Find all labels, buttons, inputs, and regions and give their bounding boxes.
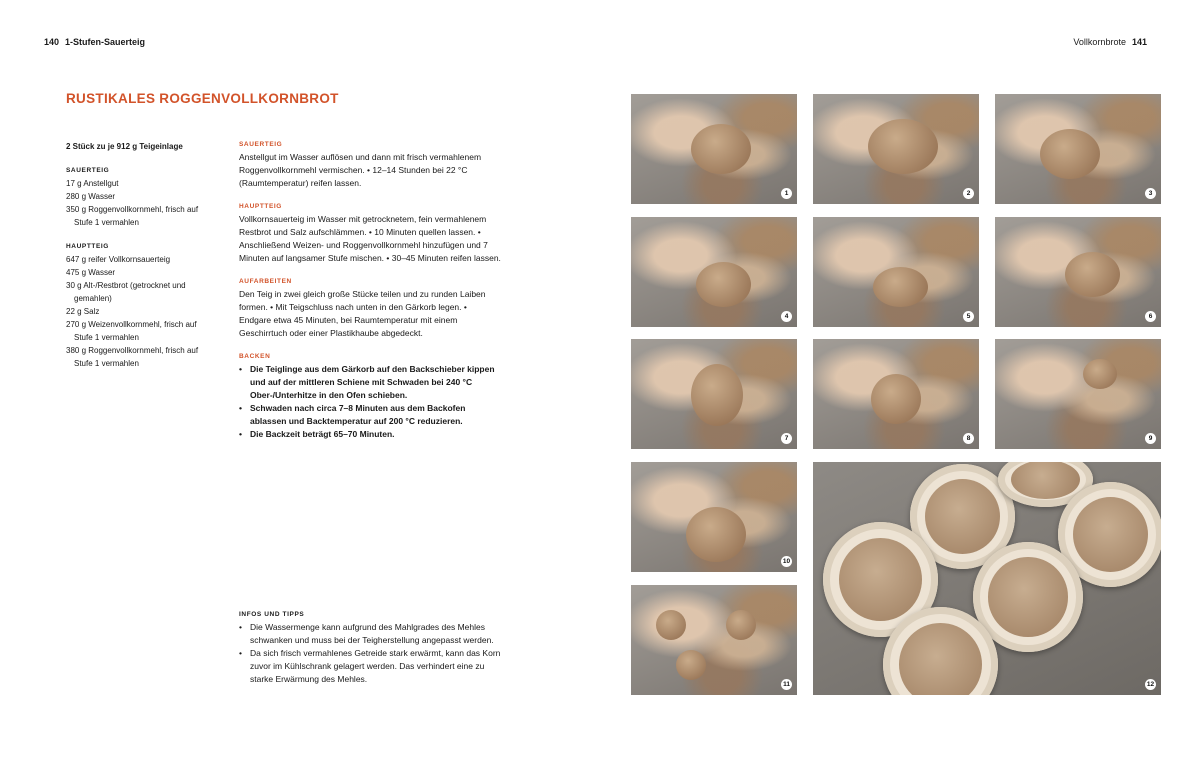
ingredient-item: 17 g Anstellgut bbox=[66, 179, 119, 188]
ingredient-item: 22 g Salz bbox=[66, 307, 100, 316]
recipe-title: RUSTIKALES ROGGENVOLLKORNBROT bbox=[66, 91, 339, 106]
left-chapter-label: 1-Stufen-Sauerteig bbox=[65, 37, 146, 47]
right-page-header bbox=[1073, 37, 1147, 47]
method-hauptteig-heading: HAUPTTEIG bbox=[239, 203, 282, 210]
ingredients-list bbox=[66, 140, 216, 370]
method-sauerteig-heading: SAUERTEIG bbox=[239, 141, 283, 148]
step-photo-7 bbox=[631, 339, 797, 449]
tips-heading: INFOS UND TIPPS bbox=[239, 611, 305, 618]
method-hauptteig-text: Vollkornsauerteig im Wasser mit getrocknetem, fein vermahlenem Restbrot und Salz aufschlämmen. • 10 Minuten quellen lassen. • Anschließend Weizen- und Roggenvollkornmehl hinzufügen und 7 Minuten auf langsamer Stufe mischen. • 30–45 Minuten reifen lassen. bbox=[239, 214, 501, 263]
step-photo-8 bbox=[813, 339, 979, 449]
step-number-badge: 3 bbox=[1145, 188, 1156, 199]
step-number-badge: 10 bbox=[782, 558, 791, 565]
ingredient-item: 280 g Wasser bbox=[66, 192, 116, 201]
step-number-badge: 4 bbox=[781, 311, 792, 322]
ingredient-item: 647 g reifer Vollkornsauerteig bbox=[66, 255, 171, 264]
step-number-badge: 1 bbox=[781, 188, 792, 199]
step-photo-10 bbox=[631, 462, 797, 572]
step-photo-1 bbox=[631, 94, 797, 204]
step-photo-11 bbox=[631, 585, 797, 695]
step-number-badge: 7 bbox=[781, 433, 792, 444]
tip-item: • Da sich frisch vermahlenes Getreide stark erwärmt, kann das Korn zuvor im Kühlschrank gelagert werden. Das verhindert eine zu starke Erwärmung des Mehles. bbox=[239, 647, 501, 686]
ingredient-item: 30 g Alt-/Restbrot (getrocknet und gemahlen) bbox=[66, 281, 186, 303]
yield-text: 2 Stück zu je 912 g Teigeinlage bbox=[66, 142, 183, 151]
method-aufarbeiten-text: Den Teig in zwei gleich große Stücke teilen und zu runden Laiben formen. • Mit Teigschluss nach unten in den Gärkorb legen. • Endgare etwa 45 Minuten, bei Raumtemperatur mit einem Geschirrtuch oder einer Plastikhaube abgedeckt. bbox=[239, 289, 486, 338]
step-number-badge: 6 bbox=[1145, 311, 1156, 322]
ingredient-item: 350 g Roggenvollkornmehl, frisch auf Stufe 1 vermahlen bbox=[66, 205, 199, 227]
ingredient-item: 475 g Wasser bbox=[66, 268, 116, 277]
step-number-badge: 5 bbox=[963, 311, 974, 322]
left-page-header bbox=[44, 37, 145, 47]
right-page-number: 141 bbox=[1131, 37, 1147, 47]
step-number-badge: 11 bbox=[781, 679, 792, 690]
tip-item: • Die Wassermenge kann aufgrund des Mahlgrades des Mehles schwanken und muss bei der Teigherstellung angepasst werden. bbox=[239, 621, 501, 647]
step-photo-6 bbox=[995, 217, 1161, 327]
step-photo-9 bbox=[995, 339, 1161, 449]
ingredients-hauptteig-heading: HAUPTTEIG bbox=[66, 243, 109, 250]
left-page-number: 140 bbox=[44, 37, 60, 47]
method-backen-heading: BACKEN bbox=[239, 353, 271, 360]
step-number-badge: 2 bbox=[963, 188, 974, 199]
right-chapter-label: Vollkornbrote bbox=[1073, 37, 1126, 47]
backen-step: • Die Teiglinge aus dem Gärkorb auf den Backschieber kippen und auf der mittleren Schiene mit Schwaden bei 240 °C Ober-/Unterhitze in den Ofen schieben. bbox=[239, 363, 501, 402]
ingredients-sauerteig-heading: SAUERTEIG bbox=[66, 167, 110, 174]
method-sauerteig-text: Anstellgut im Wasser auflösen und dann mit frisch vermahlenem Roggenvollkornmehl vermischen. • 12–14 Stunden bei 22 °C (Raumtemperatur) reifen lassen. bbox=[239, 152, 482, 188]
step-photo-5 bbox=[813, 217, 979, 327]
backen-step: • Die Backzeit beträgt 65–70 Minuten. bbox=[239, 428, 501, 441]
step-photo-4 bbox=[631, 217, 797, 327]
step-number-badge: 12 bbox=[1146, 681, 1155, 688]
step-photo-2 bbox=[813, 94, 979, 204]
step-number-badge: 9 bbox=[1145, 433, 1156, 444]
step-photo-3 bbox=[995, 94, 1161, 204]
step-photo-12-proofed-loaves bbox=[813, 462, 1161, 695]
backen-step: • Schwaden nach circa 7–8 Minuten aus dem Backofen ablassen und Backtemperatur auf 200 °C reduzieren. bbox=[239, 402, 501, 428]
ingredient-item: 270 g Weizenvollkornmehl, frisch auf Stufe 1 vermahlen bbox=[66, 320, 197, 342]
ingredient-item: 380 g Roggenvollkornmehl, frisch auf Stufe 1 vermahlen bbox=[66, 346, 199, 368]
step-number-badge: 8 bbox=[963, 433, 974, 444]
tips-section bbox=[239, 609, 501, 686]
method-section bbox=[239, 139, 501, 441]
method-aufarbeiten-heading: AUFARBEITEN bbox=[239, 278, 292, 285]
